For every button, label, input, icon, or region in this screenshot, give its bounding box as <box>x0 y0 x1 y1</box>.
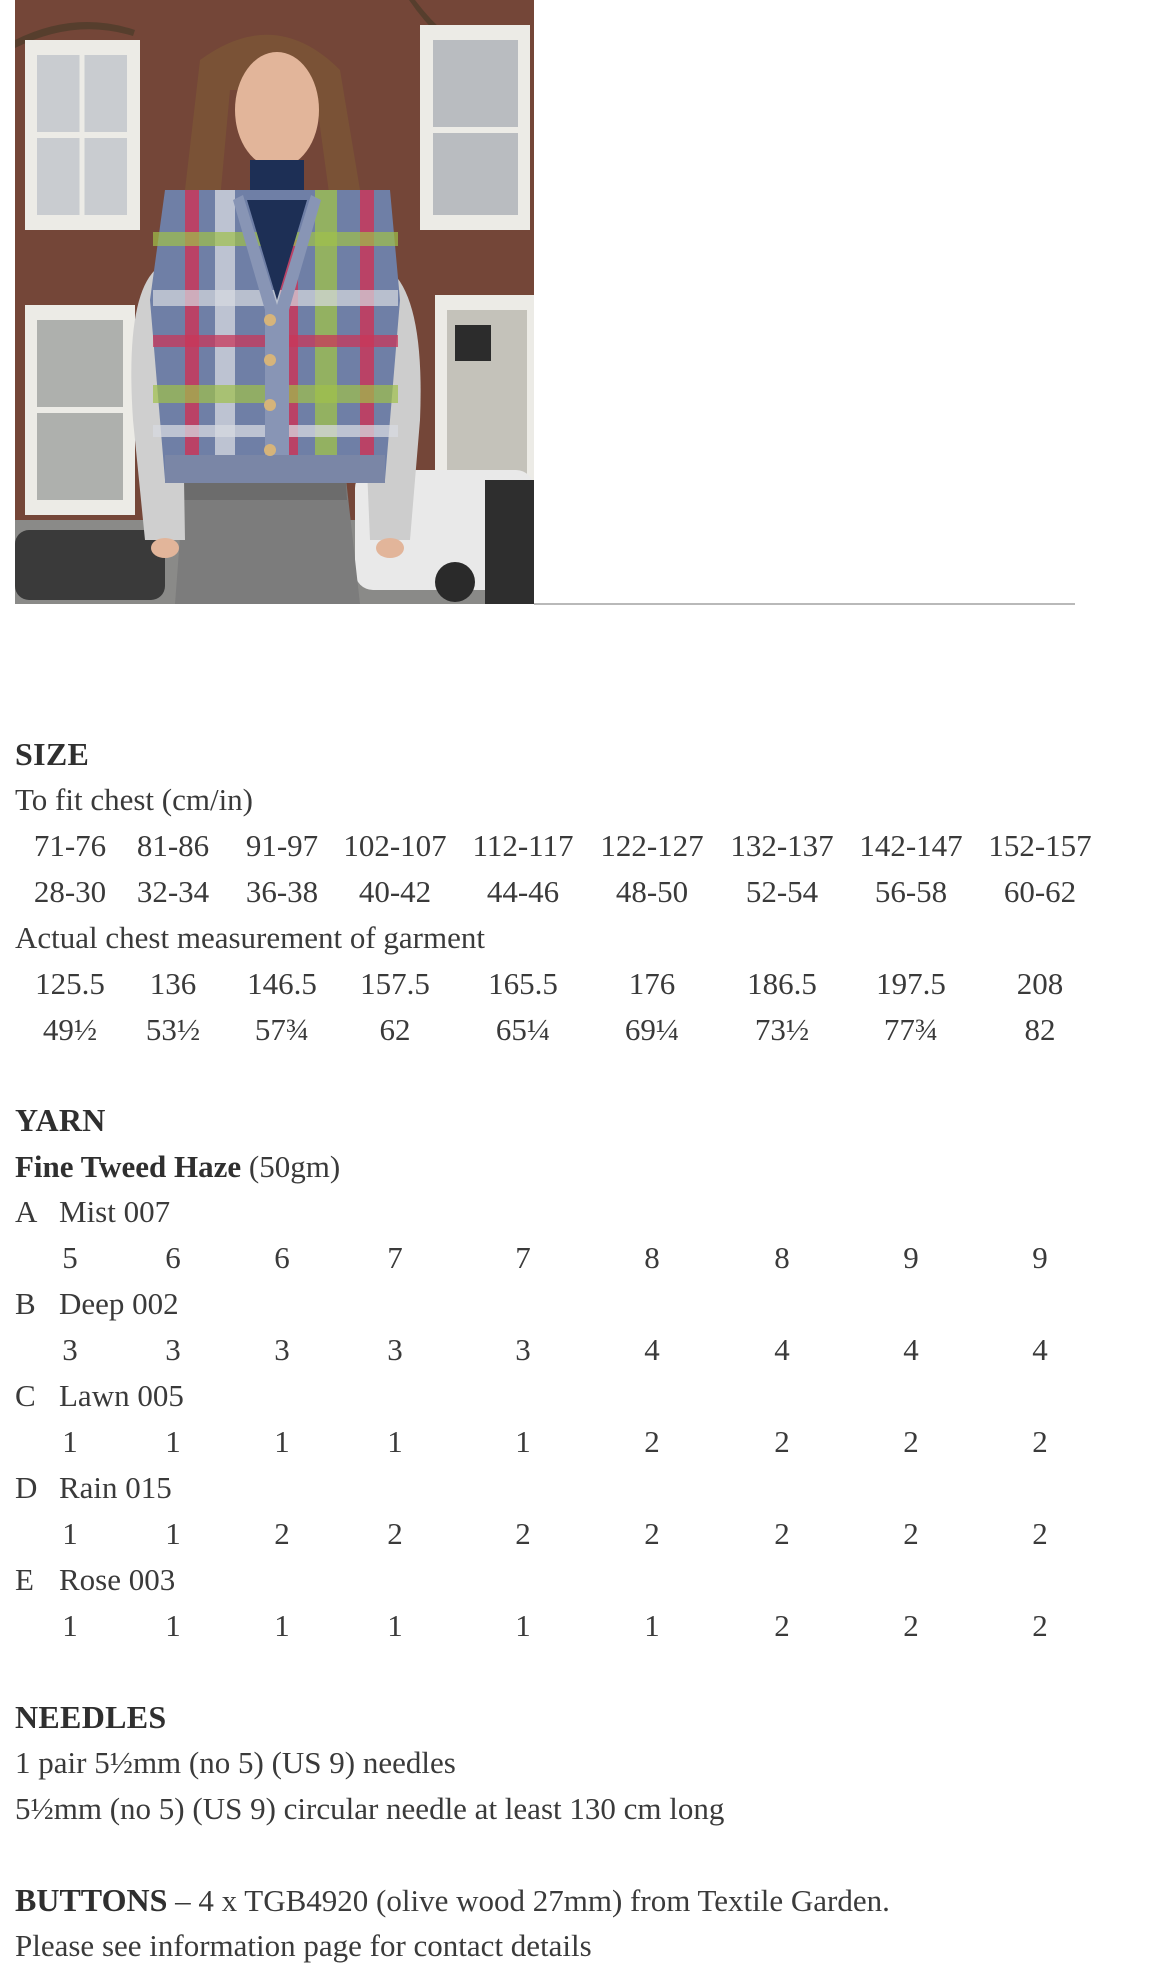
measurement-cell: 197.5 <box>876 966 946 1001</box>
ball-count: 2 <box>644 1516 660 1551</box>
ball-count: 8 <box>774 1240 790 1275</box>
measurement-cell: 186.5 <box>747 966 817 1001</box>
ball-count: 3 <box>62 1332 78 1367</box>
ball-count: 1 <box>274 1608 290 1643</box>
ball-count: 1 <box>62 1608 78 1643</box>
measurement-cell: 49½ <box>42 1012 98 1047</box>
cardigan-photo-illustration <box>15 0 534 604</box>
size-cell: 71-76 <box>33 828 107 863</box>
buttons-line <box>15 1882 890 1919</box>
ball-count: 2 <box>774 1608 790 1643</box>
size-cell: 28-30 <box>33 874 107 909</box>
size-cell: 32-34 <box>136 874 210 909</box>
ball-count: 2 <box>903 1516 919 1551</box>
size-cell: 56-58 <box>874 874 948 909</box>
measurement-cell: 157.5 <box>360 966 430 1001</box>
ball-count: 3 <box>387 1332 403 1367</box>
size-cell: 91-97 <box>245 828 319 863</box>
ball-count: 4 <box>903 1332 919 1367</box>
ball-count: 1 <box>62 1424 78 1459</box>
size-cell: 48-50 <box>615 874 689 909</box>
measurement-cell: 208 <box>1016 966 1064 1001</box>
colour-e-quantities <box>0 1608 1158 1648</box>
ball-count: 1 <box>515 1608 531 1643</box>
colour-code: E <box>15 1562 34 1597</box>
size-cell: 52-54 <box>745 874 819 909</box>
ball-count: 3 <box>515 1332 531 1367</box>
ball-count: 2 <box>1032 1424 1048 1459</box>
ball-count: 2 <box>774 1516 790 1551</box>
actual-cm-row <box>0 966 1158 1006</box>
ball-count: 1 <box>274 1424 290 1459</box>
needles-heading: NEEDLES <box>15 1699 167 1735</box>
size-cell: 36-38 <box>245 874 319 909</box>
buttons-heading: BUTTONS <box>15 1882 168 1918</box>
size-cell: 60-62 <box>1003 874 1077 909</box>
ball-count: 7 <box>387 1240 403 1275</box>
ball-count: 1 <box>515 1424 531 1459</box>
yarn-colour-b <box>15 1286 179 1322</box>
ball-count: 1 <box>165 1424 181 1459</box>
yarn-name: Fine Tweed Haze <box>15 1149 242 1184</box>
size-cell: 142-147 <box>859 828 963 863</box>
measurement-cell: 136 <box>149 966 197 1001</box>
actual-in-row <box>0 1012 1158 1052</box>
measurement-cell: 62 <box>379 1012 411 1047</box>
size-cell: 40-42 <box>358 874 432 909</box>
to-fit-in-row <box>0 874 1158 914</box>
size-cell: 81-86 <box>136 828 210 863</box>
size-cell: 122-127 <box>600 828 704 863</box>
ball-count: 2 <box>644 1424 660 1459</box>
measurement-cell: 57¾ <box>254 1012 310 1047</box>
ball-count: 9 <box>1032 1240 1048 1275</box>
ball-count: 3 <box>274 1332 290 1367</box>
colour-name: Mist 007 <box>59 1194 171 1229</box>
ball-count: 9 <box>903 1240 919 1275</box>
ball-count: 3 <box>165 1332 181 1367</box>
ball-count: 2 <box>903 1608 919 1643</box>
ball-count: 1 <box>165 1608 181 1643</box>
colour-code: B <box>15 1286 36 1321</box>
ball-count: 4 <box>644 1332 660 1367</box>
measurement-cell: 176 <box>628 966 676 1001</box>
colour-d-quantities <box>0 1516 1158 1556</box>
colour-c-quantities <box>0 1424 1158 1464</box>
buttons-line-2: Please see information page for contact details <box>15 1928 592 1963</box>
model-photo <box>15 0 534 604</box>
colour-name: Rain 015 <box>59 1470 172 1505</box>
ball-count: 1 <box>644 1608 660 1643</box>
ball-count: 6 <box>274 1240 290 1275</box>
yarn-weight: (50gm) <box>248 1149 341 1184</box>
ball-count: 1 <box>387 1424 403 1459</box>
ball-count: 2 <box>1032 1608 1048 1643</box>
size-cell: 152-157 <box>988 828 1092 863</box>
yarn-colour-d <box>15 1470 172 1506</box>
colour-code: C <box>15 1378 36 1413</box>
colour-name: Lawn 005 <box>59 1378 184 1413</box>
measurement-cell: 73½ <box>754 1012 810 1047</box>
ball-count: 2 <box>1032 1516 1048 1551</box>
colour-code: D <box>15 1470 38 1505</box>
yarn-colour-a <box>15 1194 170 1230</box>
buttons-text: – 4 x TGB4920 (olive wood 27mm) from Textile Garden. <box>167 1883 890 1918</box>
yarn-colour-e <box>15 1562 175 1598</box>
measurement-cell: 69¼ <box>624 1012 680 1047</box>
measurement-cell: 65¼ <box>495 1012 551 1047</box>
ball-count: 4 <box>1032 1332 1048 1367</box>
ball-count: 6 <box>165 1240 181 1275</box>
to-fit-cm-row <box>0 828 1158 868</box>
measurement-cell: 53½ <box>145 1012 201 1047</box>
size-heading: SIZE <box>15 736 90 772</box>
size-cell: 102-107 <box>343 828 447 863</box>
ball-count: 7 <box>515 1240 531 1275</box>
yarn-heading: YARN <box>15 1102 106 1138</box>
colour-name: Rose 003 <box>59 1562 176 1597</box>
yarn-name-line <box>15 1149 340 1185</box>
measurement-cell: 77¾ <box>883 1012 939 1047</box>
ball-count: 2 <box>274 1516 290 1551</box>
ball-count: 2 <box>515 1516 531 1551</box>
yarn-colour-c <box>15 1378 184 1414</box>
ball-count: 1 <box>387 1608 403 1643</box>
ball-count: 5 <box>62 1240 78 1275</box>
measurement-cell: 125.5 <box>35 966 105 1001</box>
size-cell: 112-117 <box>472 828 574 863</box>
ball-count: 2 <box>387 1516 403 1551</box>
ball-count: 2 <box>903 1424 919 1459</box>
ball-count: 8 <box>644 1240 660 1275</box>
size-cell: 132-137 <box>730 828 834 863</box>
colour-code: A <box>15 1194 38 1229</box>
ball-count: 2 <box>774 1424 790 1459</box>
ball-count: 1 <box>165 1516 181 1551</box>
actual-chest-label: Actual chest measurement of garment <box>15 920 485 955</box>
measurement-cell: 146.5 <box>247 966 317 1001</box>
to-fit-label: To fit chest (cm/in) <box>15 782 254 817</box>
size-cell: 44-46 <box>486 874 560 909</box>
colour-name: Deep 002 <box>59 1286 179 1321</box>
needles-line-1: 1 pair 5½mm (no 5) (US 9) needles <box>15 1745 456 1780</box>
colour-b-quantities <box>0 1332 1158 1372</box>
colour-a-quantities <box>0 1240 1158 1280</box>
measurement-cell: 165.5 <box>488 966 558 1001</box>
ball-count: 4 <box>774 1332 790 1367</box>
ball-count: 1 <box>62 1516 78 1551</box>
photo-rule <box>534 603 1075 605</box>
measurement-cell: 82 <box>1024 1012 1056 1047</box>
needles-line-2: 5½mm (no 5) (US 9) circular needle at least 130 cm long <box>15 1791 725 1826</box>
